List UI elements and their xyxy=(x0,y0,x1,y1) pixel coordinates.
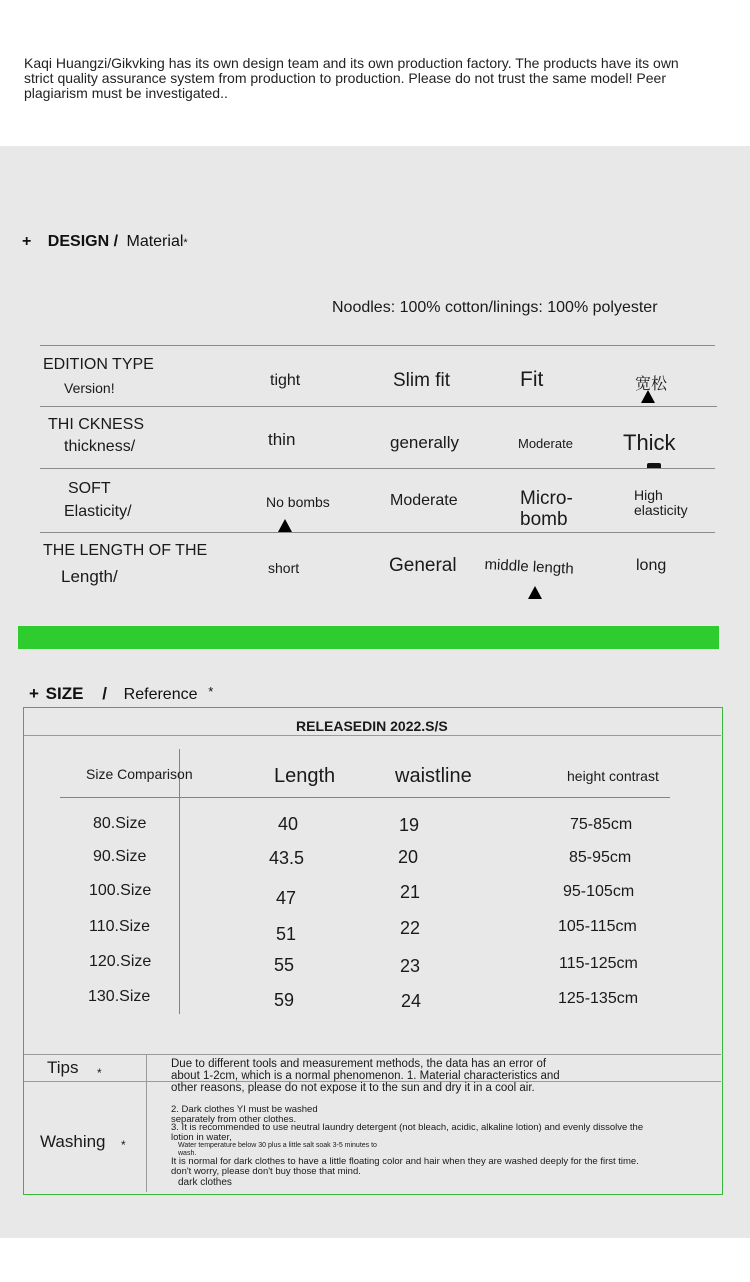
size-row-4-size: 120.Size xyxy=(89,953,152,970)
size-row-0-length: 40 xyxy=(278,814,299,834)
length-option-long: long xyxy=(636,557,667,574)
design-subtitle: Material xyxy=(126,233,184,250)
design-title: DESIGN / xyxy=(47,233,119,250)
washing-line: 2. Dark clothes YI must be washed xyxy=(171,1104,318,1115)
size-title: SIZE xyxy=(45,684,84,703)
size-row-5-size: 130.Size xyxy=(88,988,151,1005)
washing-label: Washing xyxy=(40,1132,106,1151)
size-heading xyxy=(29,684,213,704)
design-table-rule xyxy=(40,406,717,407)
washing-star: * xyxy=(121,1138,126,1152)
size-row-1-height: 85-95cm xyxy=(569,849,632,866)
size-row-3-size: 110.Size xyxy=(89,918,151,935)
design-star: * xyxy=(183,237,188,249)
header-length: Length xyxy=(274,765,336,787)
size-row-2-length: 47 xyxy=(276,888,297,908)
design-table-rule xyxy=(40,345,715,346)
size-subtitle: Reference xyxy=(123,686,198,703)
washing-line: separately from other clothes. xyxy=(171,1114,297,1125)
elasticity-label: SOFT xyxy=(68,480,111,497)
design-heading xyxy=(22,233,188,251)
length-label: THE LENGTH OF THE xyxy=(43,542,208,559)
size-row-0-waist: 19 xyxy=(399,815,420,835)
tips-star: * xyxy=(97,1066,102,1080)
size-column-rule xyxy=(179,749,180,1014)
design-table-rule xyxy=(40,532,715,533)
elasticity-option-high: High elasticity xyxy=(634,487,688,518)
edition-option-tight: tight xyxy=(270,372,301,389)
header-height-contrast: height contrast xyxy=(567,768,659,784)
material-composition: Noodles: 100% cotton/linings: 100% polyester xyxy=(332,299,658,316)
header-waistline: waistline xyxy=(395,765,472,787)
elasticity-option-moderate: Moderate xyxy=(390,492,458,509)
size-row-4-length: 55 xyxy=(274,955,295,975)
size-row-5-length: 59 xyxy=(274,990,295,1010)
size-row-5-waist: 24 xyxy=(401,991,422,1011)
size-row-3-height: 105-115cm xyxy=(558,918,637,935)
elasticity-option-no-bombs: No bombs xyxy=(266,494,330,510)
size-row-3-waist: 22 xyxy=(400,918,421,938)
size-row-2-waist: 21 xyxy=(400,882,421,902)
thickness-option-generally: generally xyxy=(390,433,459,452)
size-row-1-length: 43.5 xyxy=(269,848,305,868)
tips-column-rule xyxy=(146,1055,147,1192)
size-row-1-size: 90.Size xyxy=(93,848,147,865)
thickness-option-moderate: Moderate xyxy=(518,436,573,451)
size-plus: + xyxy=(29,684,39,703)
length-option-short: short xyxy=(268,560,300,576)
length-option-middle: middle length xyxy=(484,556,575,578)
header-size-comparison: Size Comparison xyxy=(86,766,193,782)
brand-notice: Kaqi Huangzi/Gikvking has its own design team and its own production factory. The products have its own strict quality assurance system from production to production. Please do not trust the same model! Peer plagiarism must be investigated.. xyxy=(24,55,679,101)
selected-marker-icon xyxy=(647,463,661,468)
elasticity-sublabel: Elasticity/ xyxy=(64,503,132,520)
design-table-rule xyxy=(40,468,715,469)
design-plus: + xyxy=(22,233,32,250)
tips-text: Due to different tools and measurement methods, the data has an error of about 1-2cm, which is a normal phenomenon. 1. Material characteristics and other reasons, please do not expose it to the sun and dry it in a cool air. xyxy=(171,1058,560,1094)
length-sublabel: Length/ xyxy=(61,567,118,586)
size-row-4-waist: 23 xyxy=(400,956,421,976)
washing-line: wash. xyxy=(178,1150,197,1157)
elasticity-option-micro-bomb: Micro- bomb xyxy=(520,488,573,530)
size-row-4-height: 115-125cm xyxy=(559,955,638,972)
size-star: * xyxy=(208,684,214,699)
selected-marker-icon xyxy=(528,586,542,599)
thickness-option-thin: thin xyxy=(268,430,296,449)
size-row-0-size: 80.Size xyxy=(93,815,147,832)
edition-type-sublabel: Version! xyxy=(64,380,115,396)
tips-label: Tips xyxy=(47,1058,79,1077)
thickness-sublabel: thickness/ xyxy=(64,438,136,455)
washing-line: It is normal for dark clothes to have a little floating color and hair when they are washed deeply for the first time. don't worry, please don't buy those that mind. xyxy=(171,1156,639,1177)
size-row-0-height: 75-85cm xyxy=(570,816,633,833)
size-header-rule xyxy=(60,797,670,798)
edition-type-label: EDITION TYPE xyxy=(43,356,154,373)
tips-divider xyxy=(24,1054,721,1055)
edition-option-slim-fit: Slim fit xyxy=(393,370,450,391)
size-row-2-size: 100.Size xyxy=(89,882,152,899)
release-divider xyxy=(24,735,721,736)
washing-line: Water temperature below 30 plus a little salt soak 3-5 minutes to xyxy=(178,1142,377,1149)
size-slash: / xyxy=(102,684,107,703)
section-divider-bar xyxy=(18,626,719,649)
thickness-label: THI CKNESS xyxy=(48,416,145,433)
size-row-3-length: 51 xyxy=(276,924,297,944)
thickness-option-thick: Thick xyxy=(623,430,676,455)
size-row-1-waist: 20 xyxy=(398,847,419,867)
edition-option-fit: Fit xyxy=(520,368,544,391)
selected-marker-icon xyxy=(641,390,655,403)
length-option-general: General xyxy=(389,555,457,576)
size-row-2-height: 95-105cm xyxy=(563,883,635,900)
washing-line: 3. It is recommended to use neutral laundry detergent (not bleach, acidic, alkaline lotion) and evenly dissolve the lotion in water, xyxy=(171,1122,644,1143)
size-row-5-height: 125-135cm xyxy=(558,990,639,1007)
edition-option-loose: 宽松 xyxy=(635,376,668,393)
washing-line: dark clothes xyxy=(178,1177,232,1188)
release-label: RELEASEDIN 2022.S/S xyxy=(296,718,448,734)
selected-marker-icon xyxy=(278,519,292,532)
